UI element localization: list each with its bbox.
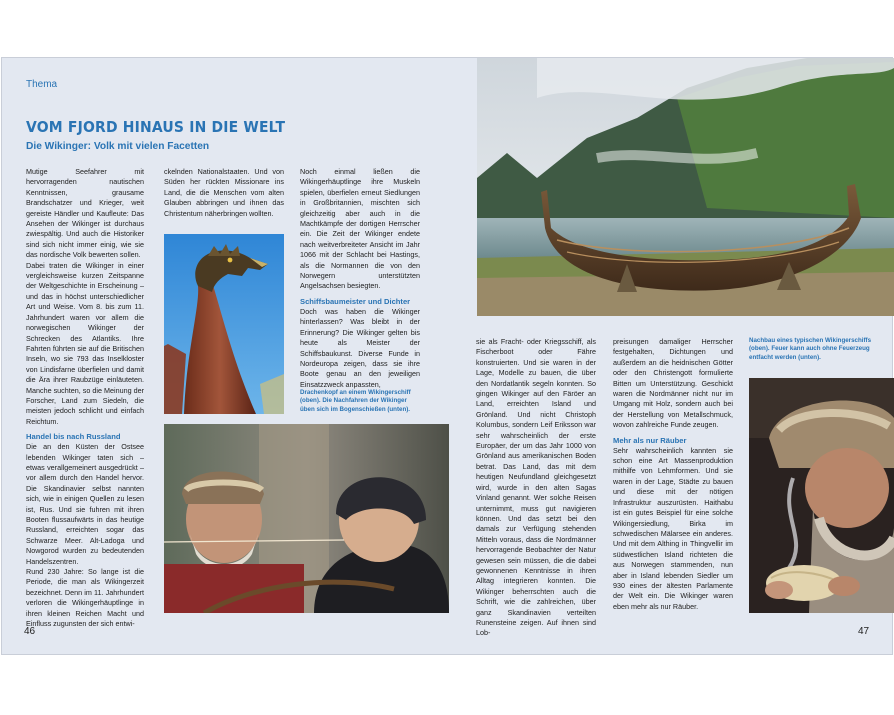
paragraph: sie als Fracht- oder Kriegsschiff, als Fischerboot oder Fähre konstruierten. Und sie waren in der Lage, Modelle zu bauen, die über den Nordatlantik segeln konnten. So gingen Wikinger auf den Färöer an Land, erreichten Island und Grönland. Und nicht Christoph Kolumbus, sondern Leif Eriksson war sehr wahrscheinlich der erste Europäer, der um das Jahr 1000 von Grönland aus amerikanischen Boden betrat. Das Land, das mit dem heutigen Neufundland gleichgesetzt wird, wurde in den alten Sagas Vinland genannt. Wer solche Reisen unternimmt, muss gut navigieren können. Und das setzt bei den damals zur Verfügung stehenden Mitteln voraus, dass die Nordmänner hervorragende Beobachter der Natur gewesen sein müssen, die die dabei gewonnenen Kenntnisse in ihren Alltag integrieren konnten. Die Wikinger beherrschten auch die Schrift, wie die zahlreichen, über ganz Skandinavien verteilten Runensteine zeigen. Auf ihnen sind Lob- <box>476 337 596 638</box>
subheading: Mehr als nur Räuber <box>613 435 687 445</box>
column-4 <box>476 337 596 639</box>
subheading: Schiffsbaumeister und Dichter <box>300 296 411 306</box>
column-5 <box>613 337 733 612</box>
caption-ship: Nachbau eines typischen Wikingerschiffs (oben). Feuer kann auch ohne Feuerzeug entfacht werden (unten). <box>749 337 872 361</box>
caption-dragon: Drachenkopf an einem Wikingerschiff (oben). Die Nachfahren der Wikinger üben sich im Bogenschießen (unten). <box>300 389 411 413</box>
column-2 <box>164 167 284 219</box>
fire-maker-photo <box>749 378 894 613</box>
paragraph: Mutige Seefahrer mit hervorragenden nautischen Kenntnissen, grausame Brandschatzer und Krieger, weit gereiste Händler und Kaufleute: Das Ansehen der Wikinger ist durchaus zwiespältig. Und auch die Historiker sind sich nicht immer einig, wie sie das nordische Volk bewerten sollen. <box>26 167 144 260</box>
paragraph: ckelnden Nationalstaaten. Und von Süden her rückten Missionare ins Land, die die Menschen vom alten Glauben abbringen und ihnen das Christentum näherbringen wollten. <box>164 167 284 218</box>
paragraph: preisungen damaliger Herrscher festgehalten, Dichtungen und außerdem an die heidnischen Götter oder den Christengott formulierte Bitten um Unterstützung. Geschickt waren die Nordmänner nicht nur im Umgang mit Holz, sondern auch bei der Herstellung von Metallschmuck, wovon zahlreiche Funde zeugen. <box>613 337 733 430</box>
section-label: Thema <box>26 79 58 90</box>
page-number-right: 47 <box>858 626 870 637</box>
dragon-head-photo <box>164 234 284 414</box>
subheading: Handel bis nach Russland <box>26 432 121 442</box>
article-subtitle: Die Wikinger: Volk mit vielen Facetten <box>26 141 210 152</box>
paragraph: Rund 230 Jahre: So lange ist die Periode, die man als Wikingerzeit bezeichnet. Denn im 11. Jahrhundert verloren die Wikingerhäuptlinge in ihren kleinen Reichen Macht und Einfluss zugunsten der sich entwi- <box>26 567 144 629</box>
paragraph: Sehr wahrscheinlich kannten sie schon eine Art Massenproduktion mithilfe von Lehmformen. Und sie waren in der Lage, Städte zu bauen und diese mit der nötigen Infrastruktur auszurüsten. Haithabu ist ein gutes Beispiel für eine solche Wikingersiedlung, Birka im schwedischen Mälarsee ein anderes. Und mit dem Althing in Thingvellir im südwestlichen Island richteten die aus Norwegen stammenden, nun aber in Island lebenden Siedler um 930 eines der ältesten Parlamente der Welt ein. Die Wikinger waren eben mehr als nur Räuber. <box>613 445 733 611</box>
viking-ship-photo <box>477 58 894 316</box>
archers-photo <box>164 424 449 613</box>
page-number-left: 46 <box>24 626 36 637</box>
paragraph: Die an den Küsten der Ostsee lebenden Wikinger taten sich – etwas verallgemeinert ausgedrückt – vor allem durch den Handel hervor. Die Skandinavier selbst nannten sich, wie in einigen Quellen zu lesen ist, Rus. Und sie fuhren mit ihren Booten flussaufwärts in das heutige Russland, erreichten sogar das Schwarze Meer. Alt-Ladoga und Nowgorod wurden zu bedeutenden Handelszentren. <box>26 442 144 566</box>
magazine-spread <box>1 57 893 655</box>
article-title: VOM FJORD HINAUS IN DIE WELT <box>26 118 286 136</box>
column-1 <box>26 167 144 629</box>
paragraph: Dabei traten die Wikinger in einer vergleichsweise kurzen Zeitspanne der Weltgeschichte in Erscheinung – und das in höchst unterschiedlicher Art und Weise. Vom 8. bis zum 11. Jahrhundert waren vor allem die norwegischen Wikinger der Schrecken des Atlantiks. Ihre Fahrten führten sie auf die Britischen Inseln, wo sie 793 das Inselkloster von Lindisfarne überfielen und damit die Ära ihrer Raubzüge einläuteten. Manche suchten, so die Meinung der Forscher, Land zum Siedeln, die meisten jedoch schlicht und einfach Reichtum. <box>26 260 144 426</box>
paragraph: Noch einmal ließen die Wikingerhäuptlinge ihre Muskeln spielen, überfielen erneut Siedlungen in Großbritannien, mischten sich gleichzeitig aber auch in die Machtkämpfe der dortigen Herrscher ein. Die Zeit der Wikinger endete nach weitverbreiteter Ansicht im Jahr 1066 mit der Schlacht bei Hastings, als die Normannen die von den Norwegern unterstützten Angelsachsen besiegten. <box>300 167 420 291</box>
column-3 <box>300 167 420 390</box>
paragraph: Doch was haben die Wikinger hinterlassen? Was bleibt in der Erinnerung? Die Wikinger gelten bis heute als Meister der Schiffsbaukunst. Diverse Funde in Nordeuropa zeigen, dass sie ihre Boote genau an den jeweiligen Einsatzzweck anpassten, <box>300 306 420 389</box>
